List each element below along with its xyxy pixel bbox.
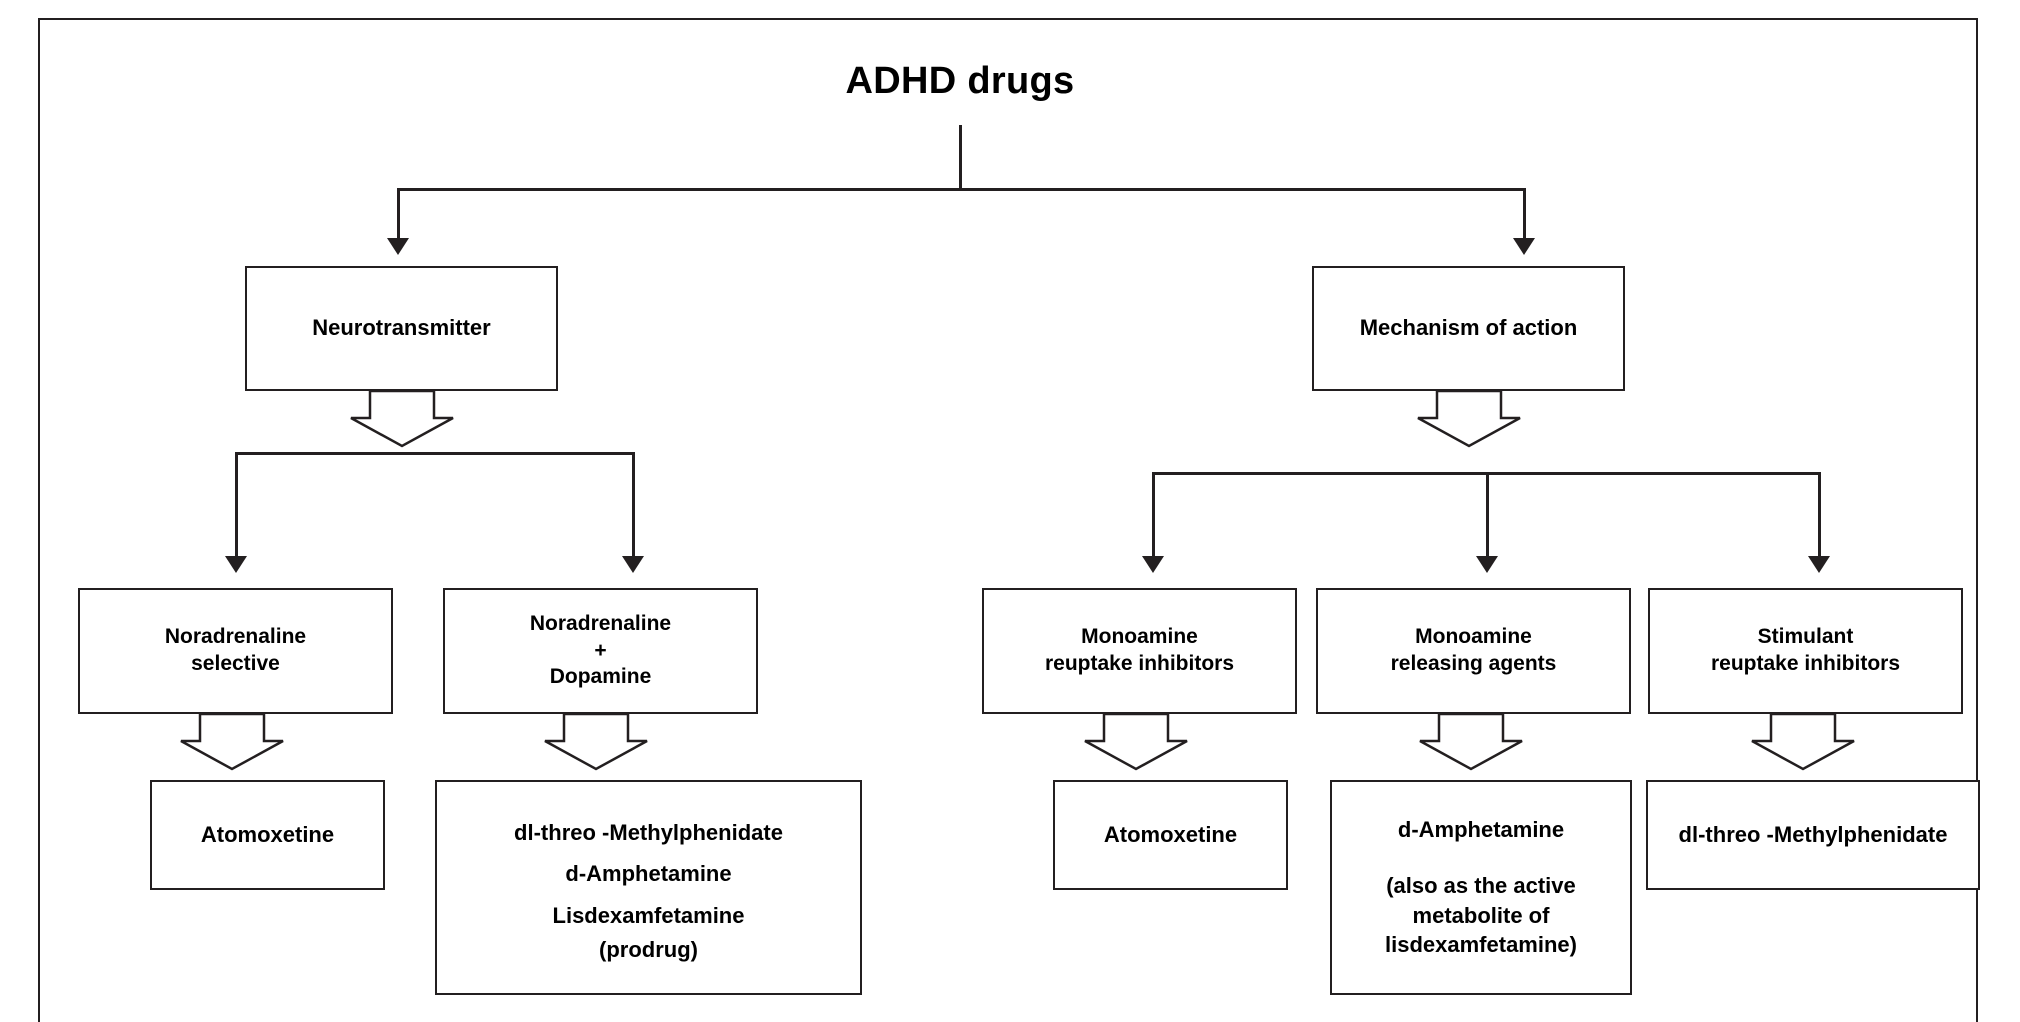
drug-line-4: (prodrug): [599, 937, 698, 962]
label-line-1: Monoamine: [1415, 625, 1532, 649]
label-line-3: Dopamine: [549, 665, 652, 689]
connector-root-right-drop: [1523, 188, 1526, 240]
drug-line-3: Lisdexamfetamine: [552, 903, 745, 929]
connector-root-stem: [959, 125, 962, 190]
node-monoamine-reuptake-inhibitors[interactable]: [982, 588, 1297, 714]
drug-line-1: Atomoxetine: [200, 821, 335, 847]
drug-list: [158, 821, 377, 849]
drug-line-3: metabolite of: [1412, 902, 1550, 928]
node-stimulant-reuptake-inhibitors[interactable]: [1648, 588, 1963, 714]
node-mechanism-of-action-label: Mechanism of action: [1359, 315, 1578, 341]
node-noradrenaline-selective-label: [86, 624, 385, 678]
label-line-2: releasing agents: [1390, 652, 1557, 675]
drug-line-4: lisdexamfetamine): [1385, 932, 1577, 958]
label-line-2: reuptake inhibitors: [1044, 652, 1235, 675]
node-monoamine-releasing-label: [1324, 624, 1623, 678]
drug-list: [443, 812, 854, 964]
connector-right-child1: [1152, 472, 1155, 558]
block-arrow-monoamine-reuptake: [1084, 713, 1188, 771]
node-drugs-noradrenaline-dopamine[interactable]: [435, 780, 862, 995]
node-drugs-noradrenaline-selective[interactable]: [150, 780, 385, 890]
block-arrow-noradrenaline-dopamine: [544, 713, 648, 771]
drug-list: [1654, 821, 1972, 849]
node-noradrenaline-dopamine[interactable]: [443, 588, 758, 714]
drug-line-2: (also as the active: [1386, 872, 1576, 898]
node-drugs-stimulant-reuptake[interactable]: [1646, 780, 1980, 890]
node-drugs-monoamine-reuptake[interactable]: [1053, 780, 1288, 890]
node-drugs-monoamine-releasing[interactable]: [1330, 780, 1632, 995]
label-line-2: reuptake inhibitors: [1710, 652, 1901, 675]
block-arrow-neurotransmitter: [350, 390, 454, 448]
arrowhead-mechanism: [1513, 238, 1535, 255]
diagram-frame: [38, 18, 1978, 1022]
label-line-1: Noradrenaline: [529, 611, 672, 635]
node-mechanism-of-action[interactable]: [1312, 266, 1625, 391]
arrowhead-noradrenaline-dopamine: [622, 556, 644, 573]
node-monoamine-releasing-agents[interactable]: [1316, 588, 1631, 714]
block-arrow-mechanism: [1417, 390, 1521, 448]
block-arrow-stimulant-reuptake: [1751, 713, 1855, 771]
drug-line-1: Atomoxetine: [1103, 821, 1238, 847]
arrowhead-monoamine-releasing: [1476, 556, 1498, 573]
arrowhead-neurotransmitter: [387, 238, 409, 255]
connector-left-child2: [632, 452, 635, 558]
arrowhead-monoamine-reuptake: [1142, 556, 1164, 573]
block-arrow-noradrenaline-selective: [180, 713, 284, 771]
label-line-2: +: [594, 638, 607, 662]
label-line-2: selective: [191, 652, 280, 675]
block-arrow-monoamine-releasing: [1419, 713, 1523, 771]
node-neurotransmitter[interactable]: [245, 266, 558, 391]
node-neurotransmitter-label: Neurotransmitter: [312, 315, 491, 341]
drug-list: [1338, 815, 1624, 960]
connector-left-child1: [235, 452, 238, 558]
arrowhead-stimulant-reuptake: [1808, 556, 1830, 573]
connector-root-left-drop: [397, 188, 400, 240]
drug-line-2: d-Amphetamine: [565, 861, 732, 887]
drug-line-1: dl-threo -Methylphenidate: [1678, 821, 1948, 847]
node-noradrenaline-selective[interactable]: [78, 588, 393, 714]
node-noradrenaline-dopamine-label: [451, 611, 750, 692]
connector-root-bus: [397, 188, 1525, 191]
page-title: ADHD drugs: [845, 60, 1075, 102]
connector-right-child3: [1818, 472, 1821, 558]
connector-left-bus: [235, 452, 635, 455]
node-stimulant-reuptake-label: [1656, 624, 1955, 678]
label-line-1: Stimulant: [1757, 625, 1854, 649]
label-line-1: Monoamine: [1081, 625, 1198, 649]
drug-list: [1061, 821, 1280, 849]
label-line-1: Noradrenaline: [164, 625, 307, 649]
drug-line-1: dl-threo -Methylphenidate: [514, 819, 783, 845]
node-monoamine-reuptake-label: [990, 624, 1289, 678]
arrowhead-noradrenaline-selective: [225, 556, 247, 573]
drug-line-1: d-Amphetamine: [1397, 817, 1565, 843]
connector-right-child2: [1486, 472, 1489, 558]
